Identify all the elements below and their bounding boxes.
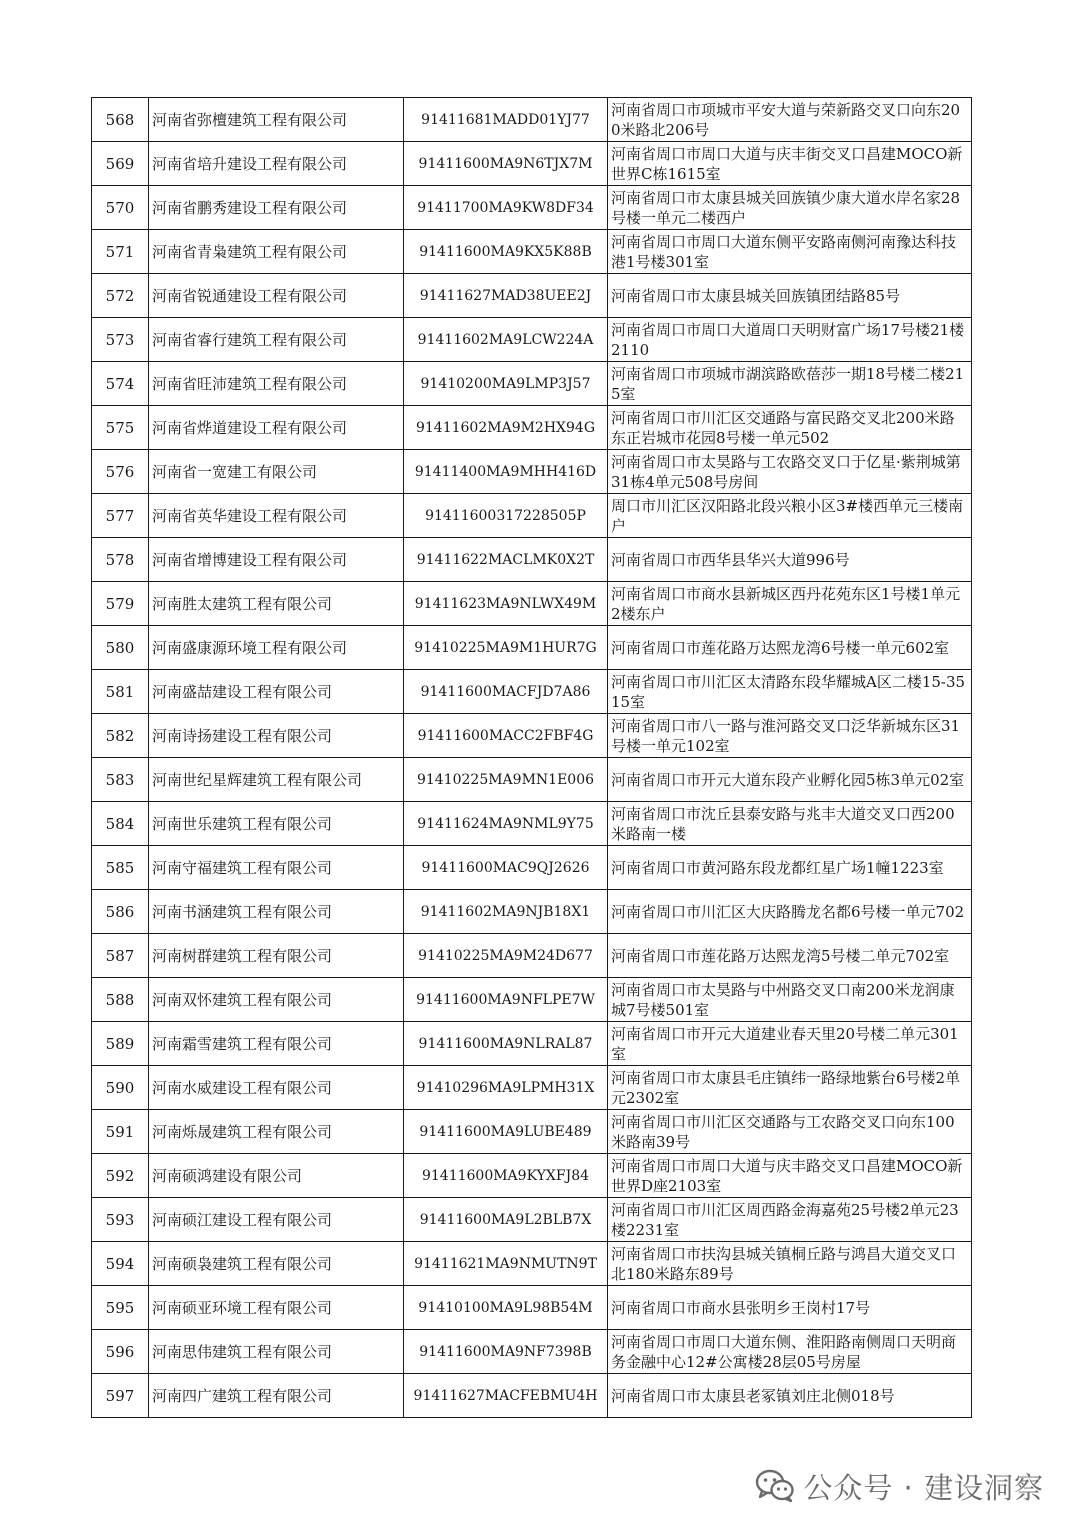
credit-code-cell: 91411600MAC9QJ2626 bbox=[404, 846, 608, 890]
table-row bbox=[92, 406, 972, 450]
table-row bbox=[92, 670, 972, 714]
row-number-cell: 587 bbox=[92, 934, 149, 978]
address-cell: 河南省周口市周口大道与庆丰路交叉口昌建MOCO新世界D座2103室 bbox=[608, 1154, 972, 1198]
address-cell: 河南省周口市扶沟县城关镇桐丘路与鸿昌大道交叉口北180米路东89号 bbox=[608, 1242, 972, 1286]
company-name-cell: 河南盛喆建设工程有限公司 bbox=[149, 670, 404, 714]
company-name-cell: 河南世乐建筑工程有限公司 bbox=[149, 802, 404, 846]
company-table-container bbox=[91, 97, 971, 1418]
company-name-cell: 河南书涵建筑工程有限公司 bbox=[149, 890, 404, 934]
credit-code-cell: 91411600MA9L2BLB7X bbox=[404, 1198, 608, 1242]
company-table-body bbox=[92, 98, 972, 1418]
table-row bbox=[92, 978, 972, 1022]
row-number-cell: 585 bbox=[92, 846, 149, 890]
address-cell: 河南省周口市西华县华兴大道996号 bbox=[608, 538, 972, 582]
address-cell: 河南省周口市太康县毛庄镇纬一路绿地紫台6号楼2单元2302室 bbox=[608, 1066, 972, 1110]
row-number-cell: 595 bbox=[92, 1286, 149, 1330]
row-number-cell: 583 bbox=[92, 758, 149, 802]
row-number-cell: 568 bbox=[92, 98, 149, 142]
table-row bbox=[92, 1330, 972, 1374]
table-row bbox=[92, 1154, 972, 1198]
table-row bbox=[92, 1198, 972, 1242]
address-cell: 河南省周口市商水县新城区西丹花苑东区1号楼1单元2楼东户 bbox=[608, 582, 972, 626]
address-cell: 河南省周口市莲花路万达熙龙湾6号楼一单元602室 bbox=[608, 626, 972, 670]
company-name-cell: 河南省鹏秀建设工程有限公司 bbox=[149, 186, 404, 230]
credit-code-cell: 91411681MADD01YJ77 bbox=[404, 98, 608, 142]
row-number-cell: 594 bbox=[92, 1242, 149, 1286]
address-cell: 河南省周口市太康县城关回族镇少康大道水岸名家28号楼一单元二楼西户 bbox=[608, 186, 972, 230]
address-cell: 河南省周口市八一路与淮河路交叉口泛华新城东区31号楼一单元102室 bbox=[608, 714, 972, 758]
address-cell: 河南省周口市川汇区太清路东段华耀城A区二楼15-3515室 bbox=[608, 670, 972, 714]
credit-code-cell: 91411627MAD38UEE2J bbox=[404, 274, 608, 318]
credit-code-cell: 91410225MA9M24D677 bbox=[404, 934, 608, 978]
table-row bbox=[92, 802, 972, 846]
company-name-cell: 河南省增博建设工程有限公司 bbox=[149, 538, 404, 582]
credit-code-cell: 91411600MA9KYXFJ84 bbox=[404, 1154, 608, 1198]
address-cell: 河南省周口市开元大道东段产业孵化园5栋3单元02室 bbox=[608, 758, 972, 802]
address-cell: 河南省周口市川汇区交通路与工农路交叉口向东100米路南39号 bbox=[608, 1110, 972, 1154]
credit-code-cell: 91411600MACC2FBF4G bbox=[404, 714, 608, 758]
row-number-cell: 576 bbox=[92, 450, 149, 494]
table-row bbox=[92, 274, 972, 318]
table-row bbox=[92, 538, 972, 582]
credit-code-cell: 91411600MA9N6TJX7M bbox=[404, 142, 608, 186]
table-row bbox=[92, 142, 972, 186]
row-number-cell: 579 bbox=[92, 582, 149, 626]
address-cell: 河南省周口市黄河路东段龙都红星广场1幢1223室 bbox=[608, 846, 972, 890]
row-number-cell: 590 bbox=[92, 1066, 149, 1110]
company-name-cell: 河南省一宽建工有限公司 bbox=[149, 450, 404, 494]
company-name-cell: 河南省培升建设工程有限公司 bbox=[149, 142, 404, 186]
table-row bbox=[92, 318, 972, 362]
company-name-cell: 河南思伟建筑工程有限公司 bbox=[149, 1330, 404, 1374]
table-row bbox=[92, 230, 972, 274]
credit-code-cell: 91410225MA9M1HUR7G bbox=[404, 626, 608, 670]
address-cell: 河南省周口市莲花路万达熙龙湾5号楼二单元702室 bbox=[608, 934, 972, 978]
company-name-cell: 河南霜雪建筑工程有限公司 bbox=[149, 1022, 404, 1066]
credit-code-cell: 91411600MA9LUBE489 bbox=[404, 1110, 608, 1154]
address-cell: 河南省周口市太康县老冢镇刘庄北侧018号 bbox=[608, 1374, 972, 1418]
credit-code-cell: 91410200MA9LMP3J57 bbox=[404, 362, 608, 406]
address-cell: 河南省周口市周口大道与庆丰街交叉口昌建MOCO新世界C栋1615室 bbox=[608, 142, 972, 186]
table-row bbox=[92, 1374, 972, 1418]
table-row bbox=[92, 1242, 972, 1286]
row-number-cell: 588 bbox=[92, 978, 149, 1022]
table-row bbox=[92, 186, 972, 230]
row-number-cell: 575 bbox=[92, 406, 149, 450]
wechat-icon bbox=[755, 1469, 795, 1503]
company-table bbox=[91, 97, 972, 1418]
credit-code-cell: 91410100MA9L98B54M bbox=[404, 1286, 608, 1330]
table-row bbox=[92, 362, 972, 406]
company-name-cell: 河南四广建筑工程有限公司 bbox=[149, 1374, 404, 1418]
row-number-cell: 572 bbox=[92, 274, 149, 318]
company-name-cell: 河南水威建设工程有限公司 bbox=[149, 1066, 404, 1110]
address-cell: 河南省周口市沈丘县泰安路与兆丰大道交叉口西200米路南一楼 bbox=[608, 802, 972, 846]
company-name-cell: 河南守福建筑工程有限公司 bbox=[149, 846, 404, 890]
table-row bbox=[92, 934, 972, 978]
company-name-cell: 河南烁晟建筑工程有限公司 bbox=[149, 1110, 404, 1154]
row-number-cell: 589 bbox=[92, 1022, 149, 1066]
row-number-cell: 574 bbox=[92, 362, 149, 406]
company-name-cell: 河南省锐通建设工程有限公司 bbox=[149, 274, 404, 318]
credit-code-cell: 91410296MA9LPMH31X bbox=[404, 1066, 608, 1110]
credit-code-cell: 91411627MACFEBMU4H bbox=[404, 1374, 608, 1418]
credit-code-cell: 91410225MA9MN1E006 bbox=[404, 758, 608, 802]
credit-code-cell: 91411622MACLMK0X2T bbox=[404, 538, 608, 582]
address-cell: 河南省周口市周口大道东侧、淮阳路南侧周口天明商务金融中心12#公寓楼28层05号房屋 bbox=[608, 1330, 972, 1374]
company-name-cell: 河南双怀建筑工程有限公司 bbox=[149, 978, 404, 1022]
credit-code-cell: 91411600MA9KX5K88B bbox=[404, 230, 608, 274]
company-name-cell: 河南省青枭建筑工程有限公司 bbox=[149, 230, 404, 274]
watermark-text: 公众号 · 建设洞察 bbox=[803, 1470, 1044, 1505]
row-number-cell: 593 bbox=[92, 1198, 149, 1242]
address-cell: 河南省周口市开元大道建业春天里20号楼二单元301室 bbox=[608, 1022, 972, 1066]
address-cell: 周口市川汇区汉阳路北段兴粮小区3#楼西单元三楼南户 bbox=[608, 494, 972, 538]
table-row bbox=[92, 450, 972, 494]
table-row bbox=[92, 1286, 972, 1330]
address-cell: 河南省周口市川汇区大庆路腾龙名都6号楼一单元702 bbox=[608, 890, 972, 934]
company-name-cell: 河南硕亚环境工程有限公司 bbox=[149, 1286, 404, 1330]
row-number-cell: 591 bbox=[92, 1110, 149, 1154]
row-number-cell: 577 bbox=[92, 494, 149, 538]
table-row bbox=[92, 1110, 972, 1154]
credit-code-cell: 91411600MA9NF7398B bbox=[404, 1330, 608, 1374]
company-name-cell: 河南世纪星辉建筑工程有限公司 bbox=[149, 758, 404, 802]
address-cell: 河南省周口市太康县城关回族镇团结路85号 bbox=[608, 274, 972, 318]
table-row bbox=[92, 714, 972, 758]
company-name-cell: 河南硕袅建筑工程有限公司 bbox=[149, 1242, 404, 1286]
company-name-cell: 河南省弥檀建筑工程有限公司 bbox=[149, 98, 404, 142]
table-row bbox=[92, 626, 972, 670]
row-number-cell: 586 bbox=[92, 890, 149, 934]
credit-code-cell: 91411623MA9NLWX49M bbox=[404, 582, 608, 626]
address-cell: 河南省周口市太昊路与工农路交叉口于亿星·紫荆城第31栋4单元508号房间 bbox=[608, 450, 972, 494]
table-row bbox=[92, 890, 972, 934]
row-number-cell: 570 bbox=[92, 186, 149, 230]
company-name-cell: 河南盛康源环境工程有限公司 bbox=[149, 626, 404, 670]
address-cell: 河南省周口市周口大道东侧平安路南侧河南豫达科技港1号楼301室 bbox=[608, 230, 972, 274]
address-cell: 河南省周口市商水县张明乡王岗村17号 bbox=[608, 1286, 972, 1330]
row-number-cell: 573 bbox=[92, 318, 149, 362]
company-name-cell: 河南硕江建设工程有限公司 bbox=[149, 1198, 404, 1242]
table-row bbox=[92, 494, 972, 538]
address-cell: 河南省周口市项城市平安大道与荣新路交叉口向东200米路北206号 bbox=[608, 98, 972, 142]
credit-code-cell: 91411600MACFJD7A86 bbox=[404, 670, 608, 714]
credit-code-cell: 91411600MA9NFLPE7W bbox=[404, 978, 608, 1022]
company-name-cell: 河南省旺沛建筑工程有限公司 bbox=[149, 362, 404, 406]
company-name-cell: 河南树群建筑工程有限公司 bbox=[149, 934, 404, 978]
table-row bbox=[92, 846, 972, 890]
address-cell: 河南省周口市川汇区交通路与富民路交叉北200米路东正岩城市花园8号楼一单元502 bbox=[608, 406, 972, 450]
row-number-cell: 597 bbox=[92, 1374, 149, 1418]
row-number-cell: 580 bbox=[92, 626, 149, 670]
company-name-cell: 河南省英华建设工程有限公司 bbox=[149, 494, 404, 538]
address-cell: 河南省周口市太昊路与中州路交叉口南200米龙润康城7号楼501室 bbox=[608, 978, 972, 1022]
table-row bbox=[92, 582, 972, 626]
table-row bbox=[92, 758, 972, 802]
credit-code-cell: 91411624MA9NML9Y75 bbox=[404, 802, 608, 846]
address-cell: 河南省周口市周口大道周口天明财富广场17号楼21楼2110 bbox=[608, 318, 972, 362]
company-name-cell: 河南胜太建筑工程有限公司 bbox=[149, 582, 404, 626]
company-name-cell: 河南省睿行建筑工程有限公司 bbox=[149, 318, 404, 362]
credit-code-cell: 91411400MA9MHH416D bbox=[404, 450, 608, 494]
table-row bbox=[92, 98, 972, 142]
credit-code-cell: 91411621MA9NMUTN9T bbox=[404, 1242, 608, 1286]
row-number-cell: 584 bbox=[92, 802, 149, 846]
credit-code-cell: 91411700MA9KW8DF34 bbox=[404, 186, 608, 230]
address-cell: 河南省周口市项城市湖滨路欧蓓莎一期18号楼二楼215室 bbox=[608, 362, 972, 406]
row-number-cell: 569 bbox=[92, 142, 149, 186]
row-number-cell: 582 bbox=[92, 714, 149, 758]
address-cell: 河南省周口市川汇区周西路金海嘉苑25号楼2单元23楼2231室 bbox=[608, 1198, 972, 1242]
row-number-cell: 578 bbox=[92, 538, 149, 582]
credit-code-cell: 91411600317228505P bbox=[404, 494, 608, 538]
company-name-cell: 河南省烨道建设工程有限公司 bbox=[149, 406, 404, 450]
credit-code-cell: 91411602MA9M2HX94G bbox=[404, 406, 608, 450]
table-row bbox=[92, 1022, 972, 1066]
row-number-cell: 581 bbox=[92, 670, 149, 714]
row-number-cell: 592 bbox=[92, 1154, 149, 1198]
row-number-cell: 596 bbox=[92, 1330, 149, 1374]
row-number-cell: 571 bbox=[92, 230, 149, 274]
table-row bbox=[92, 1066, 972, 1110]
credit-code-cell: 91411602MA9NJB18X1 bbox=[404, 890, 608, 934]
company-name-cell: 河南硕鸿建设有限公司 bbox=[149, 1154, 404, 1198]
credit-code-cell: 91411600MA9NLRAL87 bbox=[404, 1022, 608, 1066]
watermark bbox=[755, 1466, 1044, 1506]
credit-code-cell: 91411602MA9LCW224A bbox=[404, 318, 608, 362]
company-name-cell: 河南诗扬建设工程有限公司 bbox=[149, 714, 404, 758]
